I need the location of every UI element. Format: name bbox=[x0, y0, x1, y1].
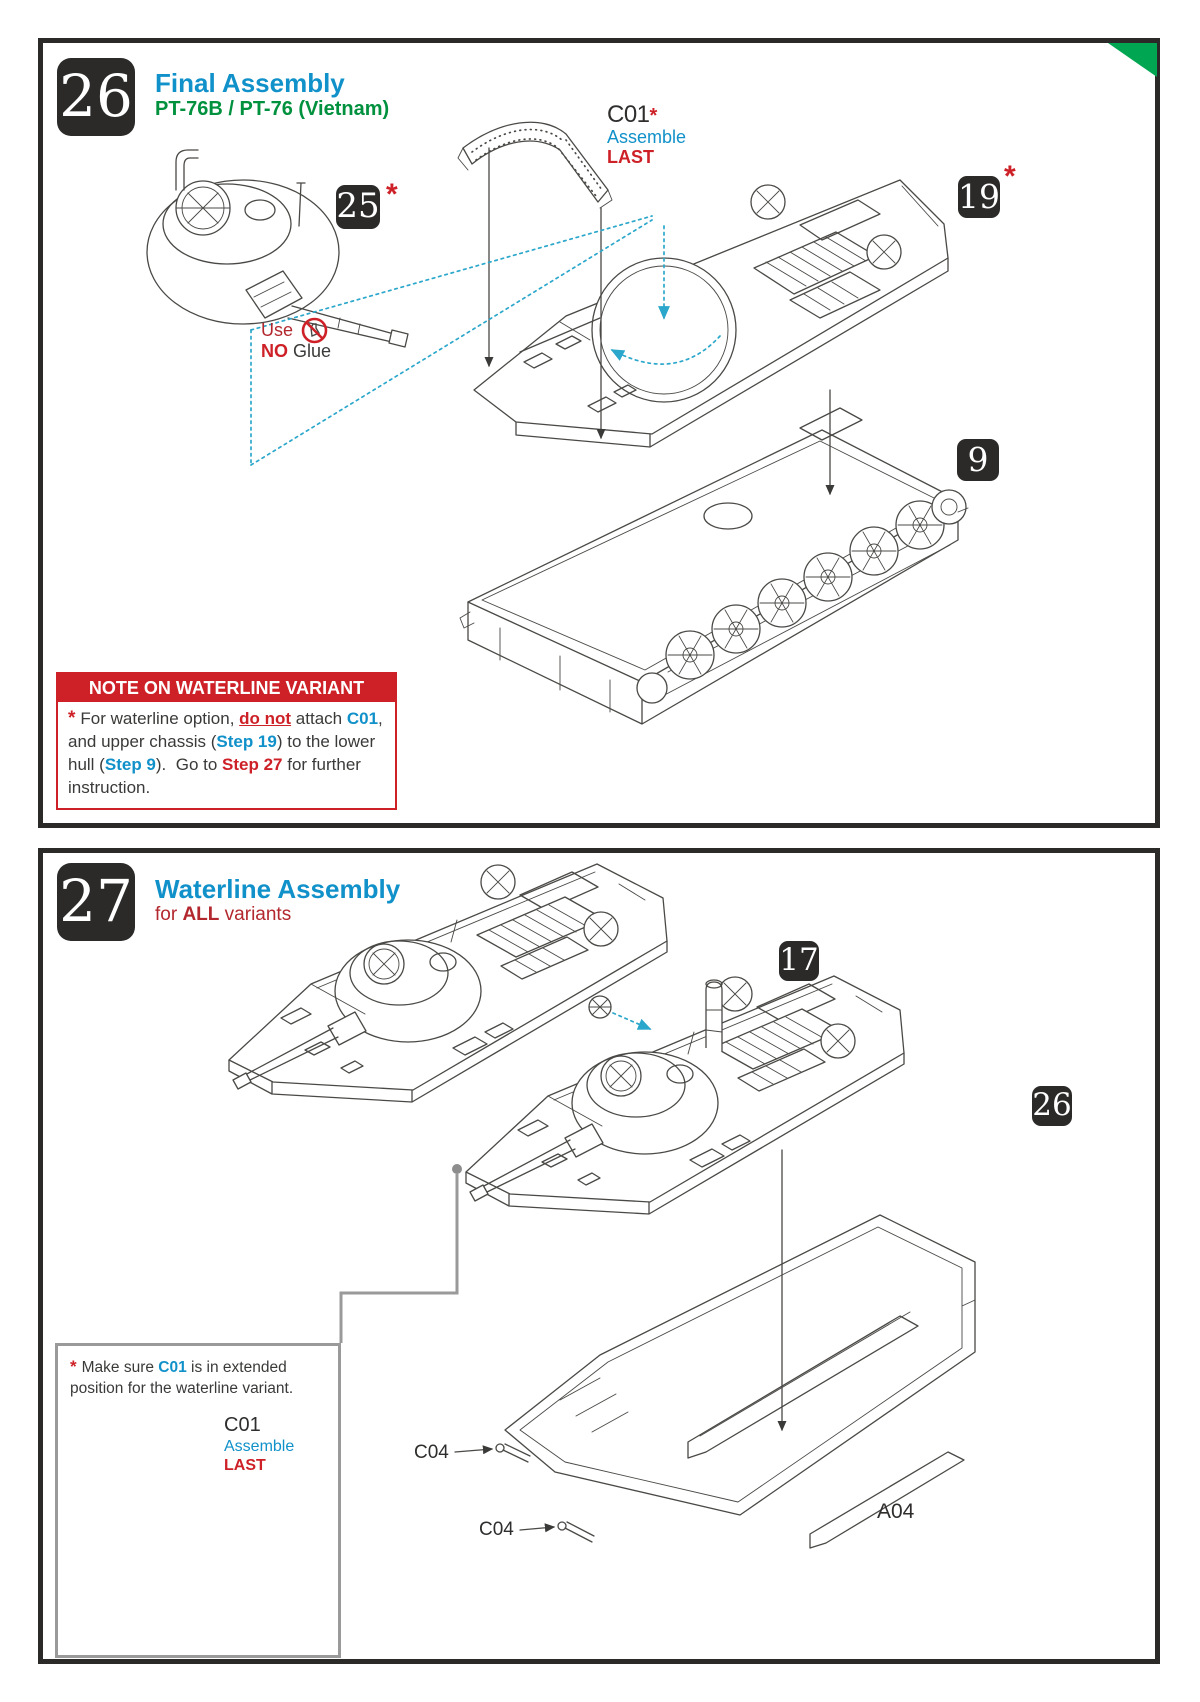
step26-title: Final Assembly bbox=[155, 68, 345, 98]
all-text: ALL bbox=[182, 904, 220, 925]
step-badge-26: 26 bbox=[57, 58, 135, 136]
c01-last-label: LAST bbox=[607, 147, 654, 167]
part-label-c01 bbox=[607, 101, 657, 129]
part-label-c04: C04 bbox=[414, 1442, 449, 1463]
part-label-a04: A04 bbox=[877, 1500, 915, 1523]
asterisk: * bbox=[386, 178, 398, 211]
upper-hull-drawing bbox=[474, 180, 948, 447]
step26-subtitle: PT-76B / PT-76 (Vietnam) bbox=[155, 98, 390, 120]
note-body bbox=[58, 1346, 338, 1399]
note-text: for further instruction. bbox=[68, 755, 361, 797]
step19-ref: Step 19 bbox=[216, 732, 277, 751]
note-text: , and upper chassis ( bbox=[68, 709, 383, 751]
note-header: NOTE ON WATERLINE VARIANT bbox=[58, 674, 395, 702]
ref-badge-19: 19 bbox=[958, 177, 1000, 216]
lower-hull-drawing bbox=[460, 408, 968, 724]
step27-title: Waterline Assembly bbox=[155, 874, 401, 904]
do-not-text: do not bbox=[239, 709, 292, 728]
step-badge-27: 27 bbox=[57, 863, 135, 941]
c01-assemble-label: Assemble bbox=[607, 127, 687, 147]
note-text: ). Go to bbox=[155, 755, 223, 774]
c01-ref: C01 bbox=[158, 1359, 187, 1376]
c01-part-drawing bbox=[458, 122, 612, 208]
turret-drawing bbox=[147, 150, 408, 347]
note-text: is in extended position for the waterline variant. bbox=[70, 1359, 294, 1397]
inset-assemble-label: Assemble bbox=[224, 1438, 295, 1455]
step27-subtitle bbox=[155, 904, 291, 926]
snorkel-stack-drawing bbox=[706, 980, 722, 1052]
ref-badge-25: 25 bbox=[336, 185, 380, 229]
inset-last-label: LAST bbox=[224, 1457, 266, 1474]
waterline-plate-drawing bbox=[505, 1215, 975, 1548]
asterisk: * bbox=[70, 1357, 77, 1376]
waterline-note-box bbox=[56, 672, 397, 810]
part-code: C01 bbox=[607, 101, 650, 128]
inset-connector bbox=[341, 1164, 462, 1343]
ref-badge-9: 9 bbox=[957, 439, 999, 481]
extended-position-note-box bbox=[55, 1343, 341, 1658]
use-label: Use bbox=[261, 320, 294, 340]
note-text: ) to the lower hull ( bbox=[68, 732, 376, 774]
asterisk: * bbox=[68, 708, 76, 729]
vent-part-drawing bbox=[589, 996, 650, 1029]
sub-text: variants bbox=[219, 904, 292, 925]
note-text: attach bbox=[291, 709, 347, 728]
step27-ref: Step 27 bbox=[222, 755, 283, 774]
asterisk: * bbox=[649, 105, 657, 127]
glue-label: Glue bbox=[288, 341, 332, 361]
c01-ref: C01 bbox=[346, 709, 379, 728]
no-label: NO bbox=[261, 341, 288, 361]
ref-badge-26: 26 bbox=[1032, 1086, 1072, 1126]
no-glue-note bbox=[261, 320, 331, 362]
inset-part-label-c01: C01 bbox=[224, 1414, 261, 1436]
part-label-c04: C04 bbox=[479, 1519, 514, 1540]
sub-text: for bbox=[155, 904, 183, 925]
ref-badge-17: 17 bbox=[779, 941, 819, 981]
no-glue-icon bbox=[301, 317, 328, 344]
note-body bbox=[58, 702, 395, 799]
step9-ref: Step 9 bbox=[104, 755, 156, 774]
corner-triangle bbox=[1108, 43, 1157, 77]
note-text: For waterline option, bbox=[80, 709, 240, 728]
note-text: Make sure bbox=[81, 1359, 159, 1376]
asterisk: * bbox=[1004, 160, 1016, 193]
